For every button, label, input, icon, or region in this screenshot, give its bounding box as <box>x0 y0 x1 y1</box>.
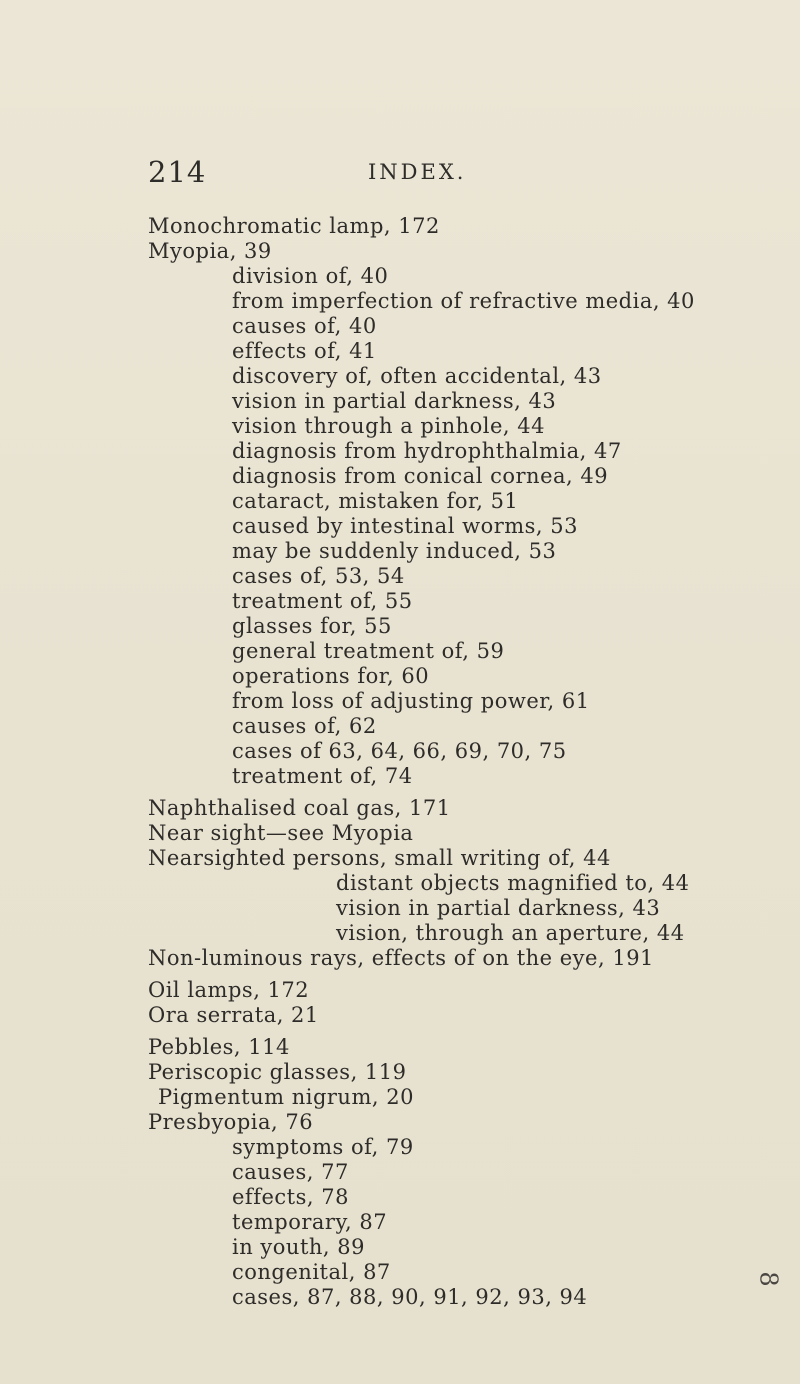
index-subentry: caused by intestinal worms, 53 <box>232 514 579 538</box>
index-subentry: may be suddenly induced, 53 <box>232 539 557 563</box>
index-entry: Pigmentum nigrum, 20 <box>158 1085 414 1109</box>
page-number: 214 <box>148 155 207 189</box>
index-subentry: from loss of adjusting power, 61 <box>232 689 590 713</box>
index-subentry: vision through a pinhole, 44 <box>232 414 545 438</box>
index-subentry: glasses for, 55 <box>232 614 392 638</box>
index-subentry: division of, 40 <box>232 264 389 288</box>
index-entry: Non-luminous rays, effects of on the eye, 191 <box>148 946 654 970</box>
index-subentry: from imperfection of refractive media, 40 <box>232 289 695 313</box>
running-head: INDEX. <box>368 160 467 184</box>
index-entry: Ora serrata, 21 <box>148 1003 319 1027</box>
index-entry: Near sight—see Myopia <box>148 821 414 845</box>
index-subentry: general treatment of, 59 <box>232 639 505 663</box>
index-subentry: in youth, 89 <box>232 1235 365 1259</box>
index-subentry: vision, through an aperture, 44 <box>336 921 685 945</box>
index-subentry: operations for, 60 <box>232 664 430 688</box>
index-subentry: treatment of, 74 <box>232 764 413 788</box>
index-entry: Nearsighted persons, small writing of, 44 <box>148 846 611 870</box>
index-entry: Periscopic glasses, 119 <box>148 1060 407 1084</box>
index-subentry: effects, 78 <box>232 1185 349 1209</box>
index-subentry: treatment of, 55 <box>232 589 413 613</box>
index-entry: Monochromatic lamp, 172 <box>148 214 440 238</box>
index-subentry: cataract, mistaken for, 51 <box>232 489 519 513</box>
index-entry: Myopia, 39 <box>148 239 272 263</box>
index-subentry: vision in partial darkness, 43 <box>336 896 661 920</box>
index-subentry: diagnosis from hydrophthalmia, 47 <box>232 439 622 463</box>
index-subentry: diagnosis from conical cornea, 49 <box>232 464 609 488</box>
signature-mark: 8 <box>754 1271 783 1287</box>
index-subentry: causes of, 40 <box>232 314 377 338</box>
index-subentry: distant objects magnified to, 44 <box>336 871 690 895</box>
index-subentry: vision in partial darkness, 43 <box>232 389 557 413</box>
index-entry: Naphthalised coal gas, 171 <box>148 796 451 820</box>
index-entry: Pebbles, 114 <box>148 1035 290 1059</box>
index-entry: Oil lamps, 172 <box>148 978 310 1002</box>
index-subentry: causes, 77 <box>232 1160 349 1184</box>
index-subentry: temporary, 87 <box>232 1210 388 1234</box>
index-subentry: discovery of, often accidental, 43 <box>232 364 602 388</box>
index-subentry: cases of 63, 64, 66, 69, 70, 75 <box>232 739 567 763</box>
index-subentry: effects of, 41 <box>232 339 377 363</box>
index-subentry: cases, 87, 88, 90, 91, 92, 93, 94 <box>232 1285 588 1309</box>
index-subentry: causes of, 62 <box>232 714 377 738</box>
index-subentry: cases of, 53, 54 <box>232 564 405 588</box>
index-subentry: symptoms of, 79 <box>232 1135 414 1159</box>
index-entry: Presbyopia, 76 <box>148 1110 314 1134</box>
index-subentry: congenital, 87 <box>232 1260 391 1284</box>
